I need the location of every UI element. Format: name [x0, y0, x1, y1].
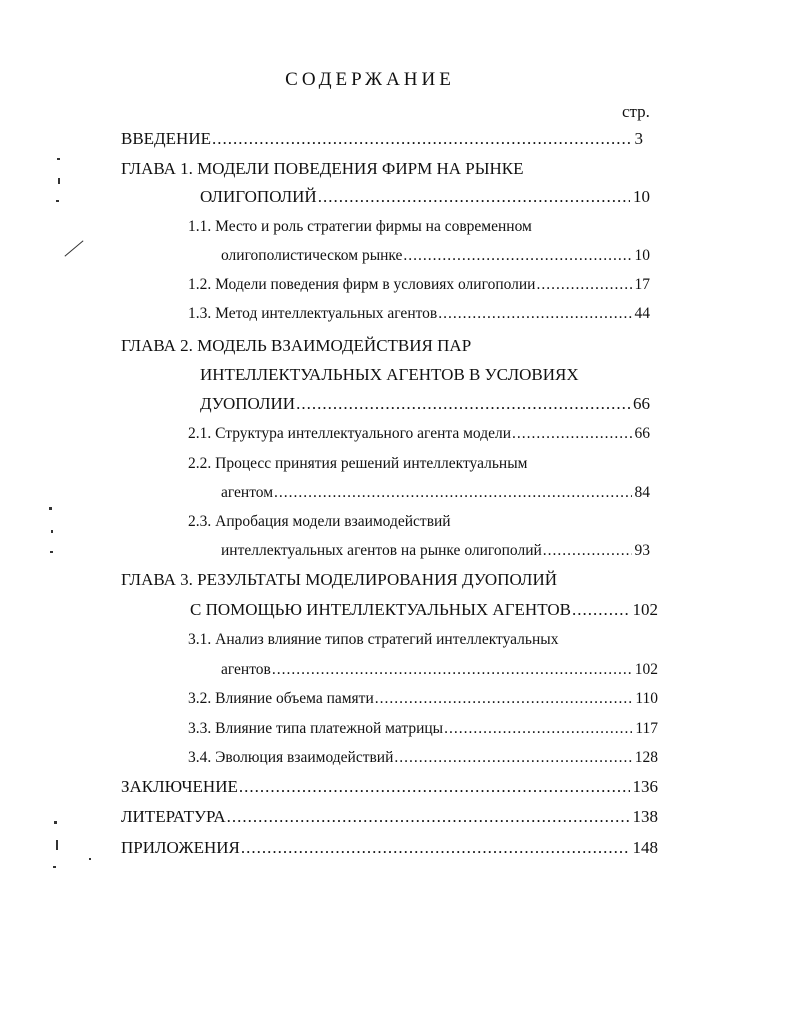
toc-page-number: 44 [634, 305, 650, 322]
scan-artifact-speck [56, 200, 59, 202]
toc-leader-dots [212, 126, 632, 152]
toc-entry-text: ДУОПОЛИИ [200, 394, 296, 413]
page-title: СОДЕРЖАНИЕ [285, 69, 455, 90]
scan-artifact-speck [53, 866, 56, 868]
toc-entry-text: ГЛАВА 3. РЕЗУЛЬТАТЫ МОДЕЛИРОВАНИЯ ДУОПОЛИЙ [121, 570, 557, 589]
toc-entry-text: ГЛАВА 2. МОДЕЛЬ ВЗАИМОДЕЙСТВИЯ ПАР [121, 336, 472, 355]
toc-leader-dots [227, 804, 630, 830]
toc-page-number: 110 [635, 690, 658, 707]
toc-entry-text: интеллектуальных агентов на рынке олигополий [221, 542, 542, 559]
toc-leader-dots [241, 835, 630, 861]
toc-entry-text: 1.1. Место и роль стратегии фирмы на современном [188, 218, 532, 235]
toc-page-number: 3 [634, 129, 643, 148]
toc-page-number: 66 [634, 425, 650, 442]
toc-entry-text: ИНТЕЛЛЕКТУАЛЬНЫХ АГЕНТОВ В УСЛОВИЯХ [200, 365, 579, 384]
toc-section-1-1-heading[interactable] [188, 214, 532, 240]
scan-artifact-speck [49, 507, 52, 510]
toc-page-number: 138 [632, 807, 658, 826]
scan-artifact-speck [58, 178, 60, 184]
toc-entry-text: олигополистическом рынке [221, 247, 403, 264]
toc-entry-text: 3.4. Эволюция взаимодействий [188, 749, 394, 766]
toc-section-2-3-heading[interactable] [188, 509, 451, 535]
toc-leader-dots [572, 597, 630, 623]
toc-section-1-1-continuation[interactable] [221, 243, 650, 269]
scan-artifact-speck [57, 158, 60, 160]
toc-leader-dots [403, 243, 631, 269]
toc-section-3-3[interactable] [188, 716, 658, 742]
toc-entry-text: 2.1. Структура интеллектуального агента модели [188, 425, 511, 442]
toc-leader-dots [512, 421, 632, 447]
toc-entry-text: 2.3. Апробация модели взаимодействий [188, 513, 451, 530]
toc-entry-text: 3.1. Анализ влияние типов стратегий интеллектуальных [188, 631, 559, 648]
toc-chapter-3-continuation[interactable] [190, 597, 658, 623]
page-column-label: стр. [622, 102, 650, 121]
toc-section-1-3[interactable] [188, 301, 650, 327]
toc-entry-text: агентов [221, 661, 271, 678]
toc-entry-text: ЗАКЛЮЧЕНИЕ [121, 777, 238, 796]
toc-page-number: 148 [632, 838, 658, 857]
toc-section-3-4[interactable] [188, 745, 658, 771]
toc-entry-text: агентом [221, 484, 274, 501]
toc-section-2-2-continuation[interactable] [221, 480, 650, 506]
toc-section-3-1-continuation[interactable] [221, 657, 658, 683]
toc-page-number: 128 [634, 749, 658, 766]
toc-entry-text: 1.2. Модели поведения фирм в условиях олигополии [188, 276, 536, 293]
toc-chapter-1-heading[interactable] [121, 156, 524, 182]
toc-entry-text: С ПОМОЩЬЮ ИНТЕЛЛЕКТУАЛЬНЫХ АГЕНТОВ [190, 600, 571, 619]
toc-page-number: 17 [634, 276, 650, 293]
toc-entry-appendices[interactable] [121, 835, 658, 861]
toc-chapter-2-continuation-2[interactable] [200, 391, 650, 417]
toc-page-number: 117 [635, 720, 658, 737]
toc-page-number: 66 [633, 394, 650, 413]
toc-page-number: 93 [634, 542, 650, 559]
toc-page-number: 10 [633, 187, 650, 206]
toc-entry-text: ОЛИГОПОЛИЙ [200, 187, 317, 206]
scan-artifact-speck [56, 840, 58, 850]
toc-leader-dots [444, 716, 632, 742]
toc-entry-text: ВВЕДЕНИЕ [121, 129, 211, 148]
scan-artifact-speck [89, 858, 91, 860]
toc-section-2-3-continuation[interactable] [221, 538, 650, 564]
toc-section-2-1[interactable] [188, 421, 650, 447]
toc-entry-text: ПРИЛОЖЕНИЯ [121, 838, 240, 857]
toc-leader-dots [318, 184, 630, 210]
toc-leader-dots [375, 686, 633, 712]
toc-chapter-2-heading[interactable] [121, 333, 471, 359]
toc-entry-text: 1.3. Метод интеллектуальных агентов [188, 305, 438, 322]
toc-page-number: 136 [632, 777, 658, 796]
toc-chapter-2-continuation-1[interactable] [200, 362, 579, 388]
toc-entry-literature[interactable] [121, 804, 658, 830]
toc-entry-text: 3.3. Влияние типа платежной матрицы [188, 720, 444, 737]
toc-entry-text: ЛИТЕРАТУРА [121, 807, 226, 826]
toc-chapter-1-continuation[interactable] [200, 184, 650, 210]
toc-leader-dots [239, 774, 630, 800]
toc-section-3-2[interactable] [188, 686, 658, 712]
toc-section-1-2[interactable] [188, 272, 650, 298]
toc-section-2-2-heading[interactable] [188, 451, 527, 477]
toc-entry-conclusion[interactable] [121, 774, 658, 800]
toc-page-number: 102 [634, 661, 658, 678]
toc-page-number: 10 [634, 247, 650, 264]
toc-entry-introduction[interactable] [121, 126, 643, 152]
toc-leader-dots [543, 538, 632, 564]
toc-entry-text: 2.2. Процесс принятия решений интеллектуальным [188, 455, 528, 472]
toc-leader-dots [296, 391, 630, 417]
toc-leader-dots [274, 480, 631, 506]
scan-artifact-speck [51, 530, 53, 533]
scan-artifact-stroke [64, 240, 83, 256]
toc-page-number: 84 [634, 484, 650, 501]
scan-artifact-speck [50, 551, 53, 553]
toc-section-3-1-heading[interactable] [188, 627, 558, 653]
toc-entry-text: ГЛАВА 1. МОДЕЛИ ПОВЕДЕНИЯ ФИРМ НА РЫНКЕ [121, 159, 524, 178]
toc-leader-dots [272, 657, 632, 683]
toc-leader-dots [394, 745, 631, 771]
toc-chapter-3-heading[interactable] [121, 567, 557, 593]
toc-leader-dots [536, 272, 631, 298]
toc-page-number: 102 [632, 600, 658, 619]
toc-leader-dots [438, 301, 631, 327]
scan-artifact-speck [54, 821, 57, 824]
toc-entry-text: 3.2. Влияние объема памяти [188, 690, 374, 707]
